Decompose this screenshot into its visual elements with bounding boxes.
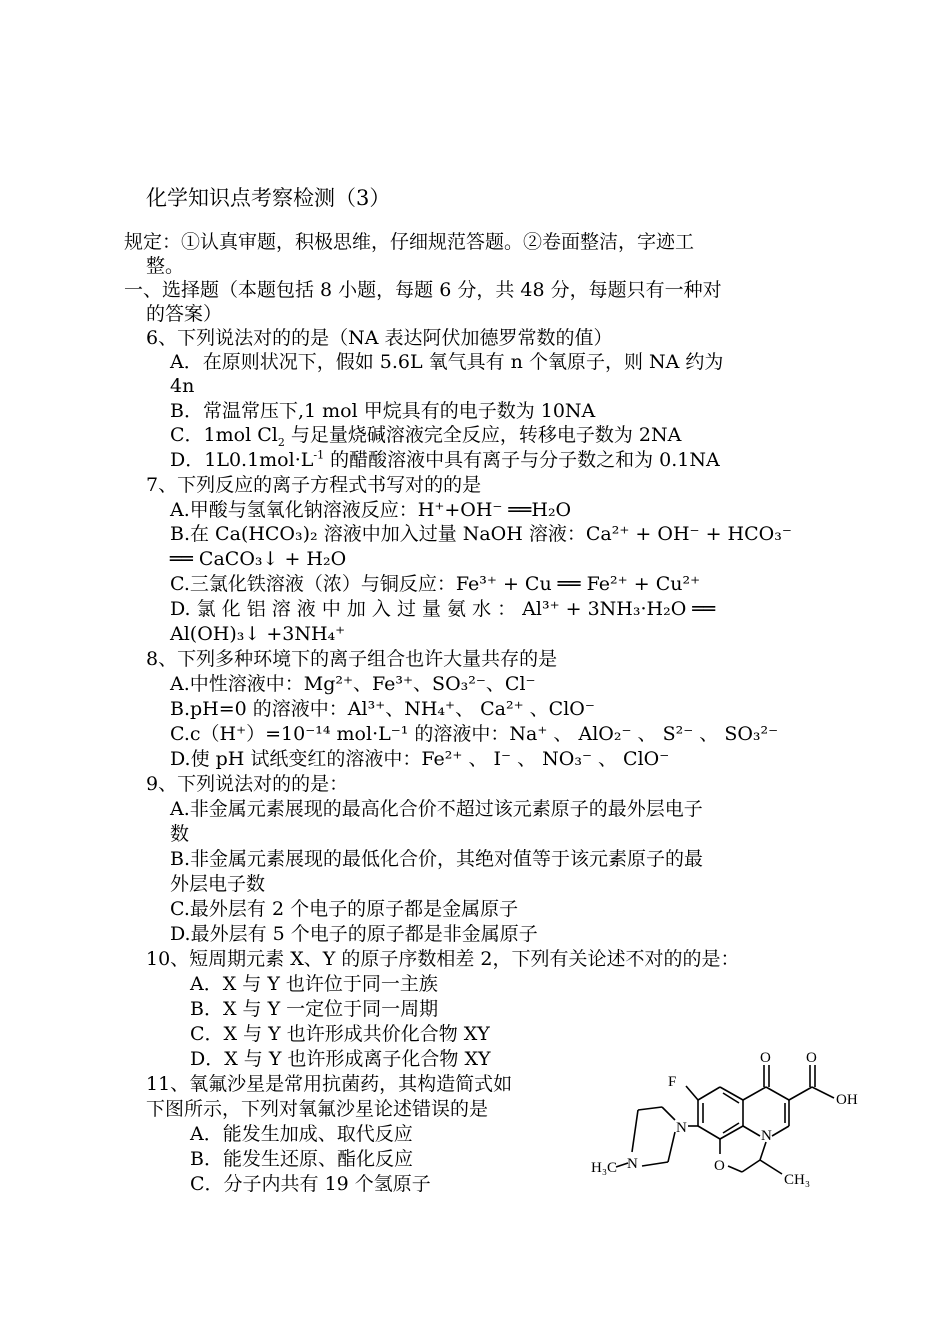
atom-f: F [668,1074,677,1090]
rule-line-1: 规定：①认真审题，积极思维，仔细规范答题。②卷面整洁，字迹工 [124,231,695,253]
q11-option-a: A．能发生加成、取代反应 [190,1123,413,1145]
atom-oh: OH [836,1092,858,1108]
q6-option-d-pre: D．1L0.1mol·L [170,449,314,471]
section-heading-2: 的答案） [146,303,223,325]
atom-o-ketone: O [760,1050,771,1066]
q11-stem: 11、氧氟沙星是常用抗菌药，其构造简式如 [146,1073,513,1095]
q8-option-c: C.c（H⁺）=10⁻¹⁴ mol·L⁻¹ 的溶液中：Na⁺ 、 AlO₂⁻ 、 S²⁻ 、 SO₃²⁻ [170,723,779,745]
q7-option-c: C.三氯化铁溶液（浓）与铜反应：Fe³⁺ + Cu ══ Fe²⁺ + Cu²⁺ [170,573,701,595]
q6-option-a-cont: 4n [170,375,195,397]
q7-option-b: B.在 Ca(HCO₃)₂ 溶液中加入过量 NaOH 溶液：Ca²⁺ + OH⁻ + HCO₃⁻ [170,523,792,545]
atom-n-piperazine: N [676,1120,687,1136]
q8-option-a: A.中性溶液中：Mg²⁺、Fe³⁺、SO₃²⁻、Cl⁻ [170,673,536,695]
q6-option-d-post: 的醋酸溶液中具有离子与分子数之和为 0.1NA [324,449,720,471]
atom-n-ring: N [761,1128,772,1144]
q6-option-c-sub: 2 [277,435,285,449]
q11-option-c: C．分子内共有 19 个氢原子 [190,1173,431,1195]
rule-line-2: 整。 [146,255,185,277]
q9-option-c: C.最外层有 2 个电子的原子都是金属原子 [170,898,519,920]
q7-option-a: A.甲酸与氢氧化钠溶液反应：H⁺+OH⁻ ══H₂O [170,499,572,521]
ofloxacin-structure-diagram [580,1040,880,1200]
q9-stem: 9、下列说法对的的是： [146,773,349,795]
q9-option-b-cont: 外层电子数 [170,873,266,895]
q6-option-c-post: 与足量烧碱溶液完全反应，转移电子数为 2NA [284,424,682,446]
q9-option-b: B.非金属元素展现的最低化合价，其绝对值等于该元素原子的最 [170,848,704,870]
q10-option-d: D．X 与 Y 也许形成离子化合物 XY [190,1048,491,1070]
q10-option-b: B．X 与 Y 一定位于同一周期 [190,998,439,1020]
atom-ch3: CH₃ [784,1172,811,1188]
q8-option-d: D.使 pH 试纸变红的溶液中：Fe²⁺ 、 I⁻ 、 NO₃⁻ 、 ClO⁻ [170,748,670,770]
q6-option-d-sup: -1 [313,448,325,462]
q6-option-c [170,423,681,447]
q6-option-b: B．常温常压下,1 mol 甲烷具有的电子数为 10NA [170,400,596,422]
q9-option-d: D.最外层有 5 个电子的原子都是非金属原子 [170,923,538,945]
q6-option-d [170,448,720,472]
q7-option-b-cont: ══ CaCO₃↓ + H₂O [170,548,347,570]
q6-option-c-pre: C．1mol Cl [170,424,278,446]
q6-stem: 6、下列说法对的的是（NA 表达阿伏加德罗常数的值） [146,327,613,349]
q7-option-d: D. 氯 化 铝 溶 液 中 加 入 过 量 氨 水 ： Al³⁺ + 3NH₃·H₂O ══ [170,598,716,620]
atom-o-ring: O [714,1158,725,1174]
q11-stem-cont: 下图所示，下列对氧氟沙星论述错误的是 [146,1098,489,1120]
atom-o-acid: O [806,1050,817,1066]
page-title: 化学知识点考察检测（3） [146,186,391,210]
q10-stem: 10、短周期元素 X、Y 的原子序数相差 2，下列有关论述不对的的是： [146,948,740,970]
bond-lines [616,1065,834,1174]
q9-option-a: A.非金属元素展现的最高化合价不超过该元素原子的最外层电子 [170,798,703,820]
q10-option-a: A．X 与 Y 也许位于同一主族 [190,973,438,995]
q7-stem: 7、下列反应的离子方程式书写对的的是 [146,474,482,496]
q11-option-b: B．能发生还原、酯化反应 [190,1148,413,1170]
q6-option-a: A．在原则状况下，假如 5.6L 氧气具有 n 个氧原子，则 NA 约为 [170,351,724,373]
atom-labels [591,1050,858,1188]
q8-stem: 8、下列多种环境下的离子组合也许大量共存的是 [146,648,558,670]
section-heading-1: 一、选择题（本题包括 8 小题，每题 6 分，共 48 分，每题只有一种对 [124,279,722,301]
q8-option-b: B.pH=0 的溶液中：Al³⁺、NH₄⁺、 Ca²⁺ 、ClO⁻ [170,698,595,720]
atom-n-methyl: N [627,1156,638,1172]
q10-option-c: C．X 与 Y 也许形成共价化合物 XY [190,1023,490,1045]
q7-option-d-cont: Al(OH)₃↓ +3NH₄⁺ [170,623,346,645]
atom-h3c: H₃C [591,1160,618,1176]
q9-option-a-cont: 数 [170,823,190,845]
